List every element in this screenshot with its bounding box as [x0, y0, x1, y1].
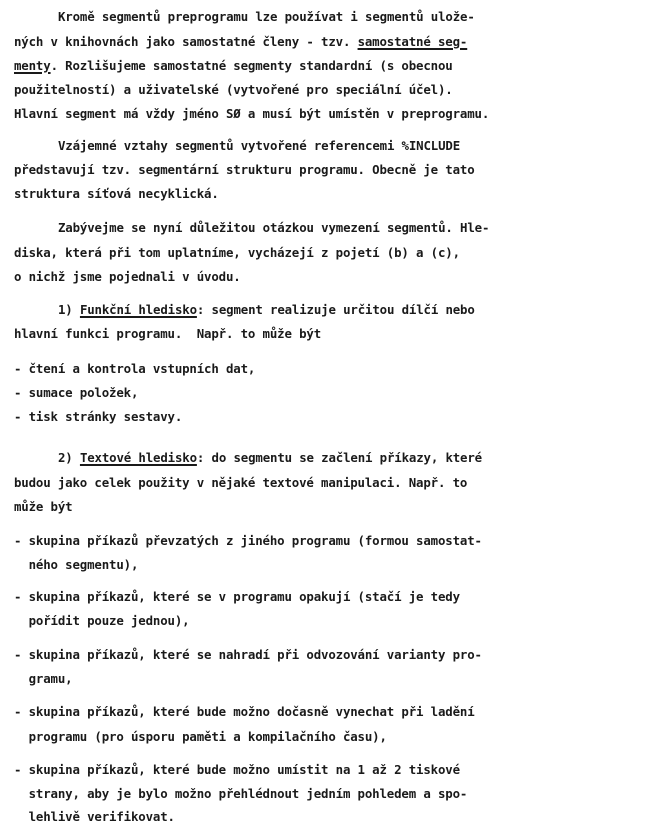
list1-item-2: - sumace položek,	[14, 385, 139, 400]
p1-line-4: použitelností) a uživatelské (vytvořené pro speciální účel).	[14, 82, 453, 97]
term-samostatne-segmenty-part2: menty	[14, 58, 51, 73]
list2-item-5-line-1: - skupina příkazů, které bude možno umístit na 1 až 2 tiskové	[14, 762, 460, 777]
point-2-number: 2)	[58, 450, 80, 465]
point-1-number: 1)	[58, 302, 80, 317]
p1-line-2	[14, 34, 467, 50]
p3-line-2: diska, která při tom uplatníme, vycházejí z pojetí (b) a (c),	[14, 245, 460, 260]
term-samostatne-segmenty-part1: samostatné seg-	[357, 34, 468, 49]
p3-line-1: Zabývejme se nyní důležitou otázkou vymezení segmentů. Hle-	[58, 220, 490, 235]
p1-line-3-text: . Rozlišujeme samostatné segmenty standardní (s obecnou	[50, 58, 453, 73]
point-1-text: : segment realizuje určitou dílčí nebo	[196, 302, 475, 317]
list2-item-4-line-2: programu (pro úsporu paměti a kompilačního času),	[14, 729, 387, 744]
point-1-line-2: hlavní funkci programu. Např. to může být	[14, 326, 322, 341]
list1-item-3: - tisk stránky sestavy.	[14, 409, 183, 424]
list2-item-1-line-1: - skupina příkazů převzatých z jiného programu (formou samostat-	[14, 533, 482, 548]
point-2-line-1	[58, 450, 482, 466]
list2-item-2-line-1: - skupina příkazů, které se v programu opakují (stačí je tedy	[14, 589, 460, 604]
p2-line-1: Vzájemné vztahy segmentů vytvořené referencemi %INCLUDE	[58, 138, 461, 153]
point-2-text: : do segmentu se začlení příkazy, které	[196, 450, 482, 465]
p1-line-1: Kromě segmentů preprogramu lze používat i segmentů ulože-	[58, 9, 475, 24]
term-funkcni-hledisko: Funkční hledisko	[79, 302, 197, 317]
p1-line-5: Hlavní segment má vždy jméno SØ a musí být umístěn v preprogramu.	[14, 106, 490, 121]
point-2-line-2: budou jako celek použity v nějaké textové manipulaci. Např. to	[14, 475, 468, 490]
p3-line-3: o nichž jsme pojednali v úvodu.	[14, 269, 241, 284]
list1-item-1: - čtení a kontrola vstupních dat,	[14, 361, 256, 376]
p2-line-2: představují tzv. segmentární strukturu programu. Obecně je tato	[14, 162, 475, 177]
list2-item-1-line-2: ného segmentu),	[14, 557, 139, 572]
point-1-line-1	[58, 302, 475, 318]
list2-item-5-line-3: lehlivě verifikovat.	[14, 809, 175, 824]
p2-line-3: struktura síťová necyklická.	[14, 186, 219, 201]
list2-item-2-line-2: pořídit pouze jednou),	[14, 613, 190, 628]
p1-line-2-text: ných v knihovnách jako samostatné členy - tzv.	[14, 34, 358, 49]
list2-item-5-line-2: strany, aby je bylo možno přehlédnout jedním pohledem a spo-	[14, 786, 468, 801]
list2-item-3-line-1: - skupina příkazů, které se nahradí při odvozování varianty pro-	[14, 647, 482, 662]
list2-item-3-line-2: gramu,	[14, 671, 73, 686]
term-textove-hledisko: Textové hledisko	[79, 450, 197, 465]
p1-line-3	[14, 58, 453, 74]
list2-item-4-line-1: - skupina příkazů, které bude možno dočasně vynechat při ladění	[14, 704, 475, 719]
point-2-line-3: může být	[14, 499, 73, 514]
